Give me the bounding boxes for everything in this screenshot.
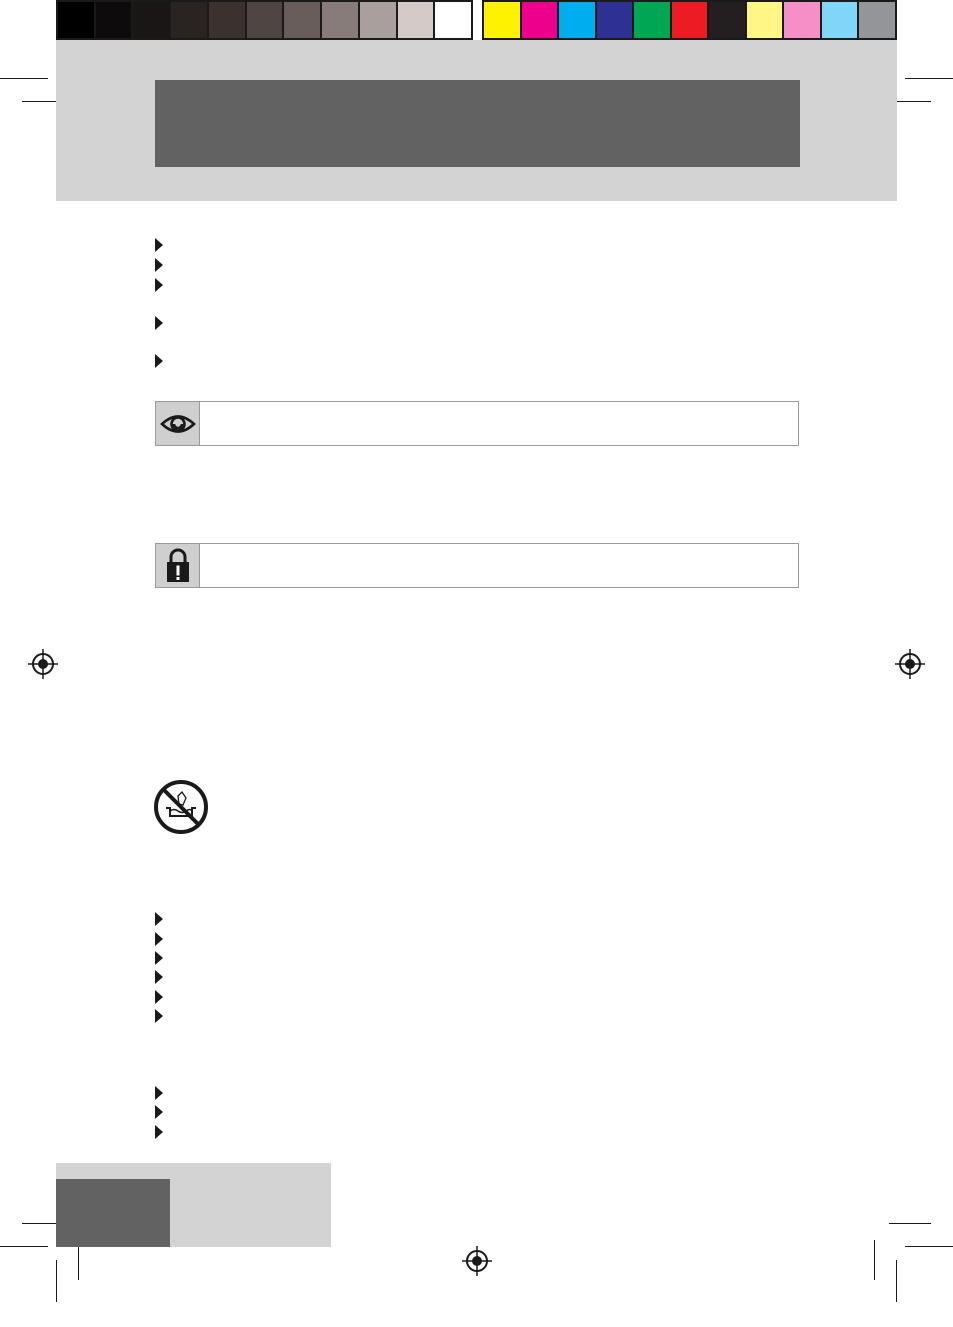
color-swatch xyxy=(672,2,708,38)
warning-box xyxy=(155,543,799,588)
bullet-marker xyxy=(155,238,163,252)
color-swatch xyxy=(634,2,670,38)
color-swatch xyxy=(360,2,396,38)
color-swatch xyxy=(133,2,169,38)
crop-mark xyxy=(896,1260,897,1302)
color-swatch xyxy=(597,2,633,38)
color-swatch xyxy=(171,2,207,38)
crop-mark xyxy=(56,1260,57,1302)
registration-mark-icon xyxy=(28,649,58,679)
color-swatch xyxy=(209,2,245,38)
color-swatch xyxy=(522,2,558,38)
no-water-immersion-icon xyxy=(152,778,210,836)
color-swatch xyxy=(747,2,783,38)
bullet-marker xyxy=(155,258,163,272)
bullet-marker xyxy=(155,1086,163,1100)
bullet-marker xyxy=(155,1009,163,1023)
color-swatch xyxy=(58,2,94,38)
page-number-block xyxy=(56,1179,170,1247)
color-swatch xyxy=(284,2,320,38)
note-box xyxy=(155,401,799,446)
bullet-marker xyxy=(155,970,163,984)
registration-mark-icon xyxy=(895,649,925,679)
bullet-marker xyxy=(155,1125,163,1139)
color-swatch xyxy=(559,2,595,38)
color-swatch xyxy=(398,2,434,38)
color-swatch xyxy=(247,2,283,38)
color-swatch xyxy=(709,2,745,38)
gray-calibration-strip xyxy=(56,0,473,40)
crop-mark xyxy=(905,78,953,79)
bullet-marker xyxy=(155,1105,163,1119)
bullet-marker xyxy=(155,316,163,330)
registration-mark-icon xyxy=(462,1246,492,1276)
crop-mark xyxy=(874,1240,875,1280)
crop-mark xyxy=(0,78,48,79)
color-swatch xyxy=(435,2,471,38)
bullet-marker xyxy=(155,990,163,1004)
eye-icon xyxy=(156,402,200,445)
color-swatch xyxy=(784,2,820,38)
bullet-marker xyxy=(155,278,163,292)
padlock-warning-icon xyxy=(156,544,200,587)
bullet-marker xyxy=(155,951,163,965)
bullet-marker xyxy=(155,354,163,368)
header-title-block xyxy=(155,80,800,167)
crop-mark xyxy=(889,1223,931,1224)
color-swatch xyxy=(484,2,520,38)
bullet-marker xyxy=(155,932,163,946)
color-swatch xyxy=(822,2,858,38)
color-calibration-strip xyxy=(482,0,897,40)
color-swatch xyxy=(322,2,358,38)
crop-mark xyxy=(0,1246,48,1247)
color-swatch xyxy=(859,2,895,38)
bullet-marker xyxy=(155,912,163,926)
color-swatch xyxy=(96,2,132,38)
crop-mark xyxy=(905,1246,953,1247)
